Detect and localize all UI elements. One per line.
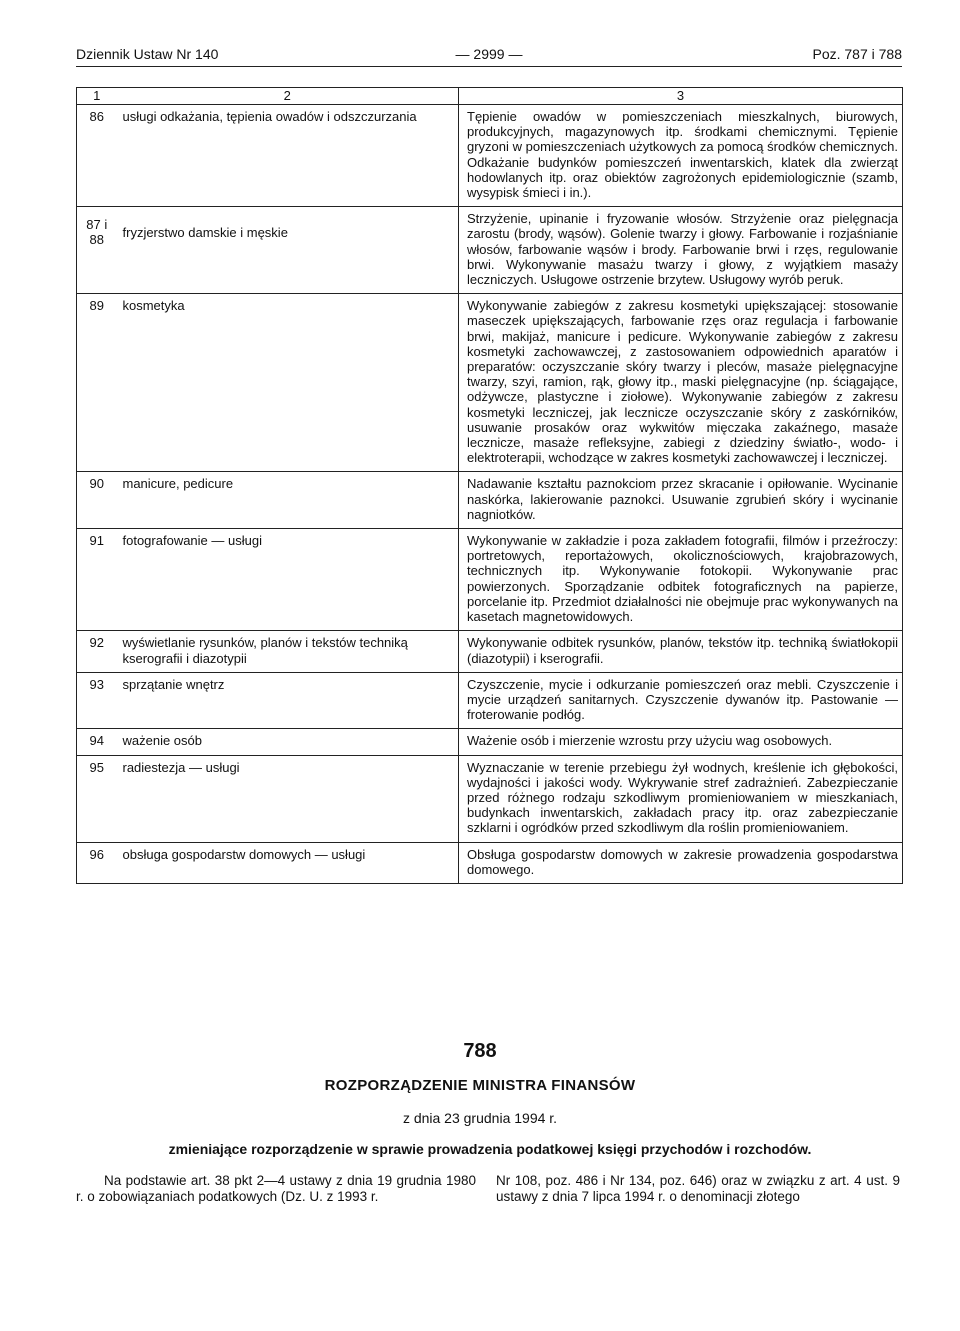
- row-number: 87 i 88: [77, 207, 117, 294]
- table-row: [77, 842, 903, 883]
- service-description: Wykonywanie odbitek rysunków, planów, tekstów itp. techniką światłokopii (diazotypii) i kserografii.: [459, 631, 903, 672]
- table-row: [77, 472, 903, 529]
- service-name: fotografowanie — usługi: [117, 529, 459, 631]
- service-name: fryzjerstwo damskie i męskie: [117, 207, 459, 294]
- body-text-right-column: [496, 1173, 900, 1205]
- column-header-3: 3: [459, 88, 903, 105]
- service-name: kosmetyka: [117, 294, 459, 472]
- row-number: 86: [77, 105, 117, 207]
- service-description: Nadawanie kształtu paznokciom przez skracanie i opiłowanie. Wycinanie naskórka, lakierowanie paznokci. Usuwanie zgrubień skóry i wycinanie nagniotków.: [459, 472, 903, 529]
- body-text-left-column: [76, 1173, 476, 1205]
- row-number: 90: [77, 472, 117, 529]
- service-name: ważenie osób: [117, 729, 459, 755]
- row-number: 92: [77, 631, 117, 672]
- table-row: [77, 755, 903, 842]
- row-number: 89: [77, 294, 117, 472]
- row-number: 94: [77, 729, 117, 755]
- service-name: sprzątanie wnętrz: [117, 672, 459, 729]
- table-row: [77, 207, 903, 294]
- page-number: — 2999 —: [455, 46, 523, 62]
- section-number: 788: [463, 1040, 497, 1062]
- page-header: [76, 40, 902, 67]
- journal-name: Dziennik Ustaw Nr 140: [76, 46, 219, 62]
- service-description: Ważenie osób i mierzenie wzrostu przy użyciu wag osobowych.: [459, 729, 903, 755]
- table-header-row: [77, 88, 903, 105]
- service-description: Tępienie owadów w pomieszczeniach mieszkalnych, biurowych, produkcyjnych, magazynowych itp. środkami chemicznymi. Tępienie gryzoni w pomieszczeniach użytkowych za pomocą środków chemicznych. Odkażanie budynków pomieszczeń inwentarskich, klatek dla zwierząt hodowlanych itp. oraz obiektów zagrożonych epidemiologicznie (szamb, wysypisk śmieci i in.).: [459, 105, 903, 207]
- section-subject: zmieniające rozporządzenie w sprawie prowadzenia podatkowej księgi przychodów i rozchodów.: [168, 1141, 812, 1157]
- service-description: Strzyżenie, upinanie i fryzowanie włosów. Strzyżenie oraz pielęgnacja zarostu (brody, wąsów). Golenie twarzy i głowy. Farbowanie i rozjaśnianie włosów, farbowanie wąsów i brody. Farbowanie brwi i rzęs, regulowanie brwi. Wykonywanie masażu twarzy i głowy, z wyjątkiem masaży leczniczych. Usługowe ostrzenie brzytew. Usługowy wyrób peruk.: [459, 207, 903, 294]
- service-description: Wyznaczanie w terenie przebiegu żył wodnych, kreślenie ich głębokości, wydajności i jakości wody. Wykrywanie stref zadrażnień. Zabezpieczanie przed różnego rodzaju szkodliwym promieniowaniem w mieszkaniach, budynkach inwentarskich, zakładach pracy itp. oraz zabezpieczanie szklarni i ogródków przed szkodliwym dla roślin promieniowaniem.: [459, 755, 903, 842]
- column-header-1: 1: [77, 88, 117, 105]
- body-text-right: Nr 108, poz. 486 i Nr 134, poz. 646) oraz w związku z art. 4 ust. 9 ustawy z dnia 7 lipca 1994 r. o denominacji złotego: [496, 1173, 900, 1204]
- section-date: z dnia 23 grudnia 1994 r.: [402, 1110, 558, 1126]
- table-row: [77, 631, 903, 672]
- table-row: [77, 294, 903, 472]
- table-row: [77, 105, 903, 207]
- service-name: usługi odkażania, tępienia owadów i odszczurzania: [117, 105, 459, 207]
- table-row: [77, 529, 903, 631]
- service-description: Wykonywanie zabiegów z zakresu kosmetyki upiększającej: stosowanie maseczek upiększających, farbowanie rzęs oraz regulacja i farbowanie brwi, makijaż, manicure i pedicure. Wykonywanie zabiegów z zakresu kosmetyki zachowawczej, z zastosowaniem odpowiednich aparatów i preparatów: oczyszczanie skóry twarzy i pleców, masaże pielęgnacyjne twarzy, szyi, ramion, rąk, głowy itp., maski pielęgnacyjne (np. ściągające, odżywcze, plastyczne i ziołowe). Wykonywanie zabiegów z zakresu kosmetyki leczniczej, jak lecznicze oczyszczanie skóry z zaskórników, usuwanie prosaków oraz wykwitów mięczaka zakaźnego, masaże lecznicze, masaże refleksyjne, zabiegi z dziedziny światło-, wodo- i elektroterapii, wchodzące w zakres kosmetyki zachowawczej i leczniczej.: [459, 294, 903, 472]
- row-number: 96: [77, 842, 117, 883]
- service-description: Czyszczenie, mycie i odkurzanie pomieszczeń oraz mebli. Czyszczenie i mycie urządzeń sanitarnych. Czyszczenie dywanów itp. Pastowanie — froterowanie podłóg.: [459, 672, 903, 729]
- service-name: wyświetlanie rysunków, planów i tekstów techniką kserografii i diazotypii: [117, 631, 459, 672]
- services-table: [76, 87, 903, 884]
- section-title: ROZPORZĄDZENIE MINISTRA FINANSÓW: [324, 1077, 636, 1094]
- service-description: Obsługa gospodarstw domowych w zakresie prowadzenia gospodarstwa domowego.: [459, 842, 903, 883]
- table-row: [77, 672, 903, 729]
- row-number: 95: [77, 755, 117, 842]
- body-text-left: Na podstawie art. 38 pkt 2—4 ustawy z dnia 19 grudnia 1980 r. o zobowiązaniach podatkowych (Dz. U. z 1993 r.: [76, 1173, 476, 1204]
- service-name: radiestezja — usługi: [117, 755, 459, 842]
- position-reference: Poz. 787 i 788: [812, 46, 902, 62]
- service-name: manicure, pedicure: [117, 472, 459, 529]
- service-name: obsługa gospodarstw domowych — usługi: [117, 842, 459, 883]
- row-number: 91: [77, 529, 117, 631]
- row-number: 93: [77, 672, 117, 729]
- table-row: [77, 729, 903, 755]
- column-header-2: 2: [117, 88, 459, 105]
- service-description: Wykonywanie w zakładzie i poza zakładem fotografii, filmów i przeźroczy: portretowych, reportażowych, okolicznościowych, krajobrazowych, technicznych itp. Wykonywanie fotokopii. Wykonywanie prac powierzonych. Sporządzanie odbitek fotograficznych na papierze, porcelanie itp. Przedmiot działalności nie obejmuje prac wykonywanych na kasetach magnetowidowych.: [459, 529, 903, 631]
